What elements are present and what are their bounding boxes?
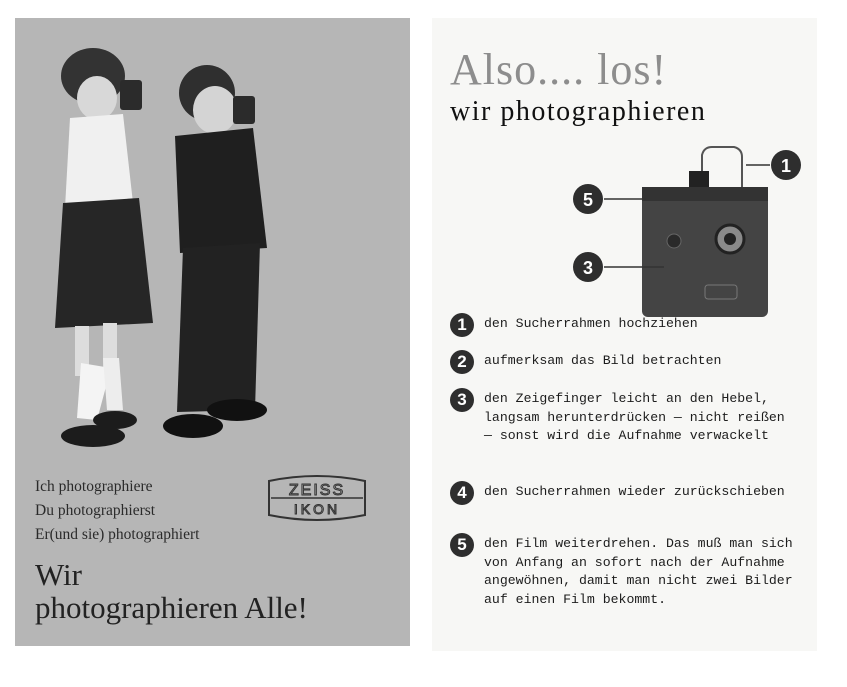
step-number-badge: 2 <box>450 350 474 374</box>
page-title: Also.... los! <box>450 45 668 94</box>
page-subtitle: wir photographieren <box>450 96 707 127</box>
box-camera-diagram <box>552 143 812 318</box>
headline-line1: Wir <box>35 557 82 592</box>
step-text: den Sucherrahmen wieder zurückschieben <box>484 484 785 499</box>
callout-1-label: 1 <box>780 156 792 176</box>
left-ad-panel <box>15 18 410 646</box>
callout-3-label: 3 <box>582 258 594 278</box>
left-headline <box>35 558 308 624</box>
headline-line2: photographieren Alle! <box>35 590 308 625</box>
zeiss-ikon-logo <box>265 473 369 523</box>
line-du: Du photographierst <box>35 502 156 519</box>
conjugation-lines <box>35 475 199 547</box>
step-text: aufmerksam das Bild betrachten <box>484 353 722 368</box>
boy-figure <box>163 65 267 438</box>
step-text: den Zeigefinger leicht an den Hebel, langsam herunterdrücken — nicht reißen — sonst wird die Aufnahme verwackelt <box>484 391 785 443</box>
step-number-badge: 4 <box>450 481 474 505</box>
step-text: den Sucherrahmen hochziehen <box>484 316 698 331</box>
line-er: Er(und sie) photographiert <box>35 526 200 543</box>
right-instructions-panel <box>432 18 817 651</box>
line-ich: Ich photographiere <box>35 478 153 495</box>
step-text: den Film weiterdrehen. Das muß man sich von Anfang an sofort nach der Aufnahme angewöhnen, damit man nicht zwei Bilder auf einen Film bekommt. <box>484 536 793 607</box>
step-number-badge: 5 <box>450 533 474 557</box>
children-photographing-illustration <box>15 18 410 458</box>
step-number-badge: 1 <box>450 313 474 337</box>
girl-figure <box>55 48 153 447</box>
logo-zeiss-text: ZEISS <box>288 482 346 499</box>
logo-ikon-text: IKON <box>293 501 341 517</box>
step-number-badge: 3 <box>450 388 474 412</box>
callout-5-label: 5 <box>582 190 594 210</box>
